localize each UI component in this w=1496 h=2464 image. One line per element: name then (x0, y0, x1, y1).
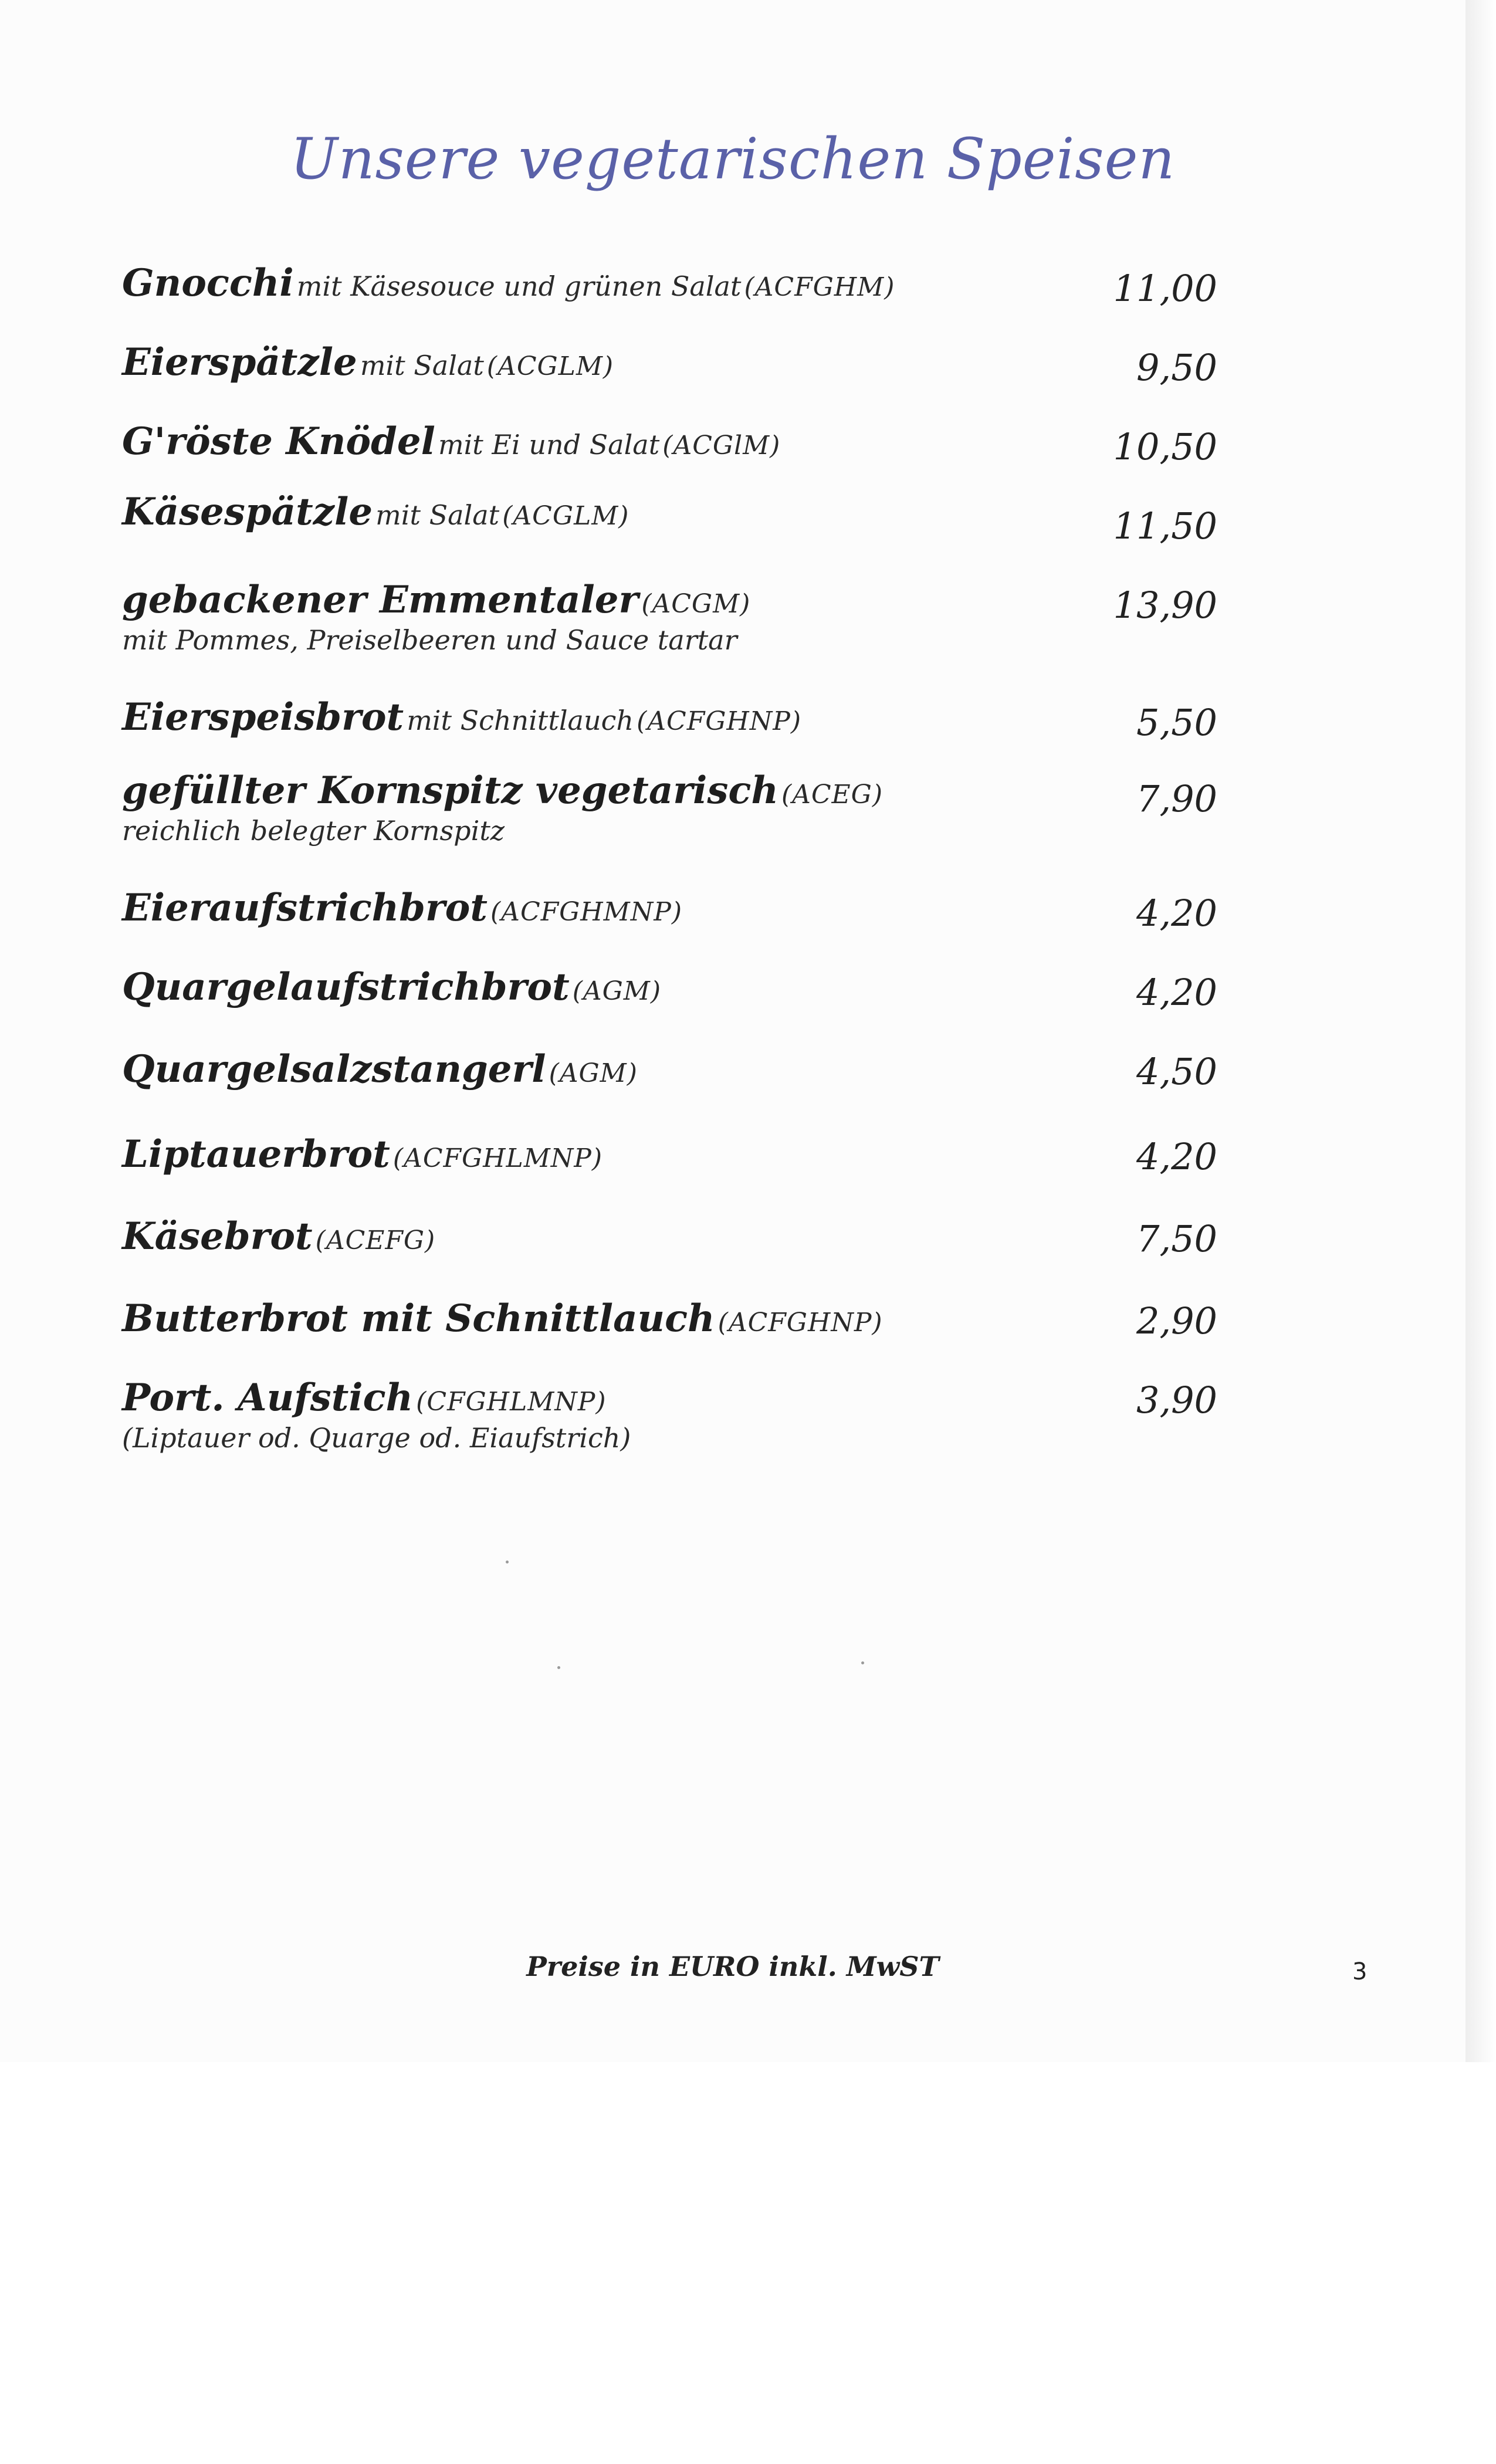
item-name: Port. Aufstich (122, 1376, 414, 1420)
item-allergens: (CFGHLMNP) (416, 1387, 607, 1417)
item-name: Quargelaufstrichbrot (122, 965, 570, 1009)
item-allergens: (AGM) (572, 976, 662, 1006)
item-description: mit Salat (360, 350, 484, 381)
item-name: Käsespätzle (122, 490, 373, 534)
item-allergens: (ACFGHNP) (717, 1308, 883, 1338)
item-description: mit Ei und Salat (438, 429, 660, 461)
item-price: 4,20 (1136, 892, 1217, 935)
paper-speck (506, 1561, 509, 1563)
item-name: Gnocchi (122, 261, 294, 305)
item-allergens: (ACEG) (781, 780, 883, 810)
item-allergens: (ACFGHLMNP) (392, 1143, 603, 1173)
item-description: mit Käsesouce und grünen Salat (296, 270, 742, 302)
item-allergens: (ACGM) (641, 589, 751, 619)
item-subtitle: (Liptauer od. Quarge od. Eiaufstrich) (122, 1422, 631, 1454)
item-name: Quargelsalzstangerl (122, 1047, 546, 1091)
item-allergens: (ACFGHNP) (637, 706, 802, 736)
item-price: 11,00 (1113, 267, 1217, 310)
page-number: 3 (1352, 1958, 1368, 1985)
item-allergens: (ACGLM) (486, 351, 614, 381)
item-name: G'röste Knödel (122, 419, 435, 463)
item-allergens: (ACGLM) (502, 501, 629, 531)
item-name: Käsebrot (122, 1214, 313, 1258)
item-description: mit Schnittlauch (407, 705, 634, 736)
item-allergens: (ACFGHMNP) (490, 897, 682, 927)
item-subtitle: mit Pommes, Preiselbeeren und Sauce tartar (122, 624, 737, 656)
item-price: 10,50 (1113, 425, 1217, 468)
item-allergens: (ACGlM) (662, 431, 781, 461)
item-allergens: (AGM) (549, 1058, 638, 1088)
item-price: 11,50 (1113, 505, 1217, 547)
item-price: 4,50 (1136, 1050, 1217, 1093)
item-allergens: (ACEFG) (315, 1226, 436, 1255)
item-name: Butterbrot mit Schnittlauch (122, 1297, 715, 1341)
item-price: 2,90 (1136, 1299, 1217, 1342)
item-name: gebackener Emmentaler (122, 578, 639, 622)
item-price: 4,20 (1136, 1135, 1217, 1178)
item-description: mit Salat (375, 499, 500, 531)
item-name: Eieraufstrichbrot (122, 886, 488, 930)
item-price: 7,50 (1136, 1217, 1217, 1260)
paper-speck (861, 1661, 864, 1664)
page-title: Unsere vegetarischen Speisen (290, 126, 1176, 192)
item-price: 7,90 (1136, 777, 1217, 820)
paper-speck (557, 1666, 560, 1669)
item-price: 3,90 (1136, 1379, 1217, 1421)
item-name: Eierspätzle (122, 340, 357, 384)
item-name: Liptauerbrot (122, 1132, 390, 1176)
price-note: Preise in EURO inkl. MwST (526, 1951, 939, 1982)
item-price: 4,20 (1136, 971, 1217, 1014)
item-allergens: (ACFGHM) (744, 272, 895, 302)
item-name: gefüllter Kornspitz vegetarisch (122, 769, 779, 813)
item-price: 9,50 (1136, 346, 1217, 389)
item-price: 5,50 (1136, 701, 1217, 744)
item-name: Eierspeisbrot (122, 695, 404, 739)
item-price: 13,90 (1113, 584, 1217, 627)
item-subtitle: reichlich belegter Kornspitz (122, 815, 505, 847)
page-edge (1465, 0, 1496, 2062)
